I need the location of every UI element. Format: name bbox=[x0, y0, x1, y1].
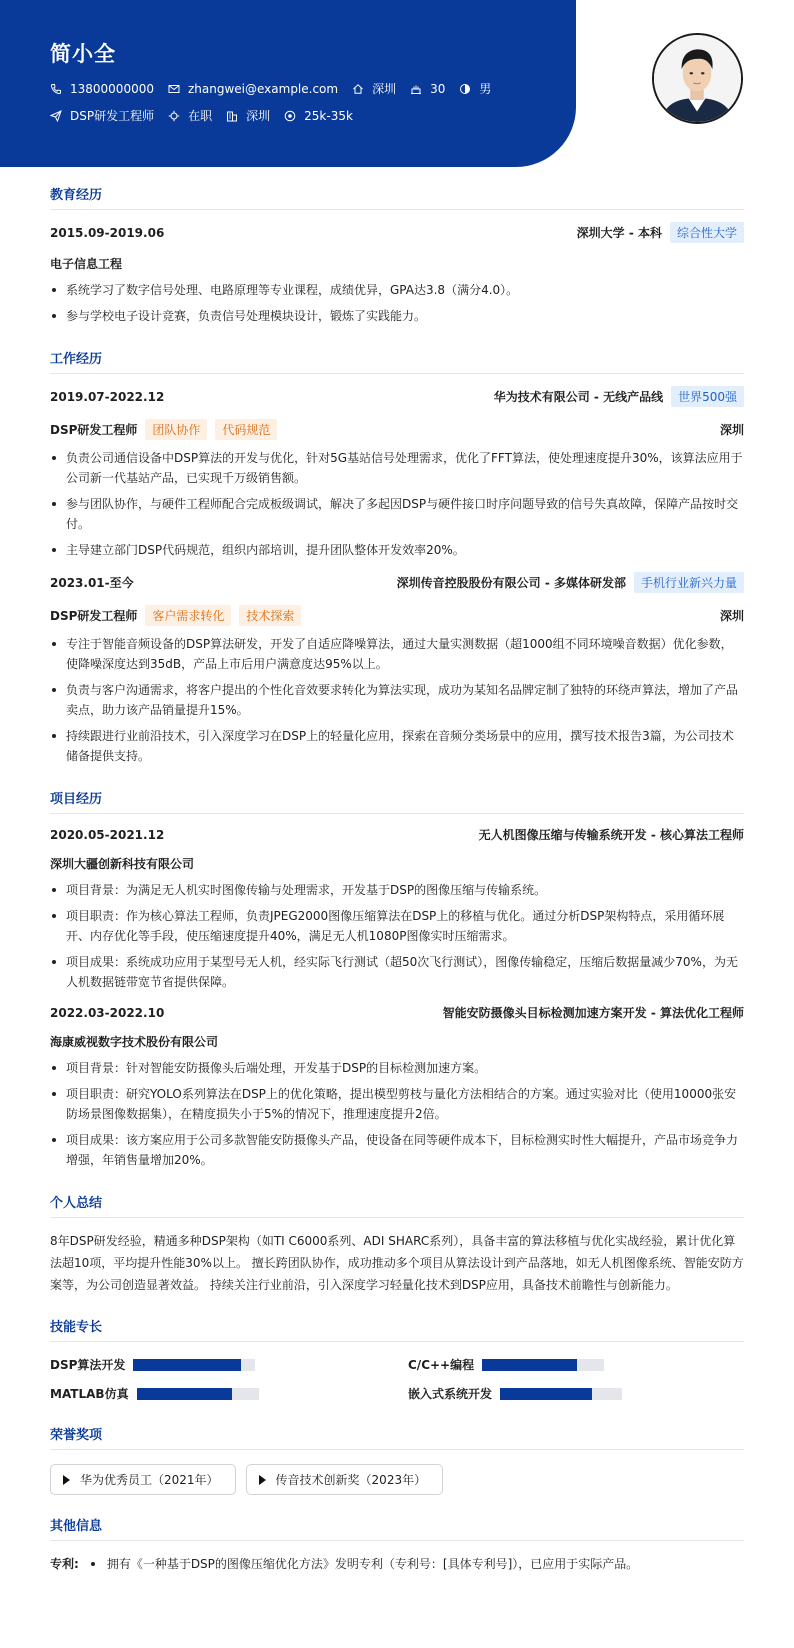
work-section bbox=[50, 348, 744, 766]
project-name: 无人机图像压缩与传输系统开发 - 核心算法工程师 bbox=[478, 828, 744, 842]
target-city-item bbox=[226, 107, 270, 124]
project-entry bbox=[50, 826, 744, 992]
bullet-item: 主导建立部门DSP代码规范，组织内部培训，提升团队整体开发效率20%。 bbox=[50, 540, 744, 560]
status-icon bbox=[168, 110, 180, 122]
other-section bbox=[50, 1515, 744, 1572]
summary-text: 8年DSP研发经验，精通多种DSP架构（如TI C6000系列、ADI SHARC系列），具备丰富的算法移植与优化实战经验，累计优化算法超10项，平均提升性能30%以上。 擅长跨团队协作，成功推动多个项目从算法设计到产品落地，如无人机图像系统、智能安防方案等，为公司创造显著效益。 持续关注行业前沿，引入深度学习轻量化技术到DSP应用，具备技术前瞻性与创新能力。 bbox=[50, 1234, 744, 1292]
gender-item bbox=[459, 80, 491, 97]
project-name: 智能安防摄像头目标检测加速方案开发 - 算法优化工程师 bbox=[442, 1006, 744, 1020]
awards-list bbox=[50, 1464, 744, 1495]
bullet-list bbox=[50, 634, 744, 766]
gender-text: 男 bbox=[479, 82, 492, 96]
entry-org bbox=[397, 572, 744, 593]
skill-name: 嵌入式系统开发 bbox=[408, 1387, 493, 1401]
role-tag: 代码规范 bbox=[215, 419, 277, 440]
bullet-list bbox=[50, 448, 744, 560]
send-icon bbox=[50, 110, 62, 122]
award-label: 华为优秀员工（2021年） bbox=[80, 1473, 219, 1487]
phone-text: 13800000000 bbox=[70, 81, 154, 96]
bullet-dot bbox=[91, 1562, 95, 1566]
entry-header bbox=[50, 222, 744, 243]
skill-bar bbox=[133, 1359, 255, 1371]
bullet-item: 参与团队协作，与硬件工程师配合完成板级调试，解决了多起因DSP与硬件接口时序问题导致的信号失真故障，保障产品按时交付。 bbox=[50, 494, 744, 534]
skill-name: C/C++编程 bbox=[408, 1358, 475, 1372]
bullet-item: 项目成果：系统成功应用于某型号无人机，经实际飞行测试（超50次飞行测试），图像传输稳定，压缩后数据量减少70%，为无人机数据链带宽节省提供保障。 bbox=[50, 952, 744, 992]
gender-icon bbox=[459, 83, 471, 95]
contact-row bbox=[50, 80, 505, 97]
skill-item bbox=[408, 1356, 744, 1373]
mail-icon bbox=[168, 83, 180, 95]
cake-icon bbox=[410, 83, 422, 95]
bullet-item: 专注于智能音频设备的DSP算法研发，开发了自适应降噪算法，通过大量实测数据（超1000组不同环境噪音数据）优化参数，使降噪深度达到35dB，产品上市后用户满意度达95%以上。 bbox=[50, 634, 744, 674]
section-title-other: 其他信息 bbox=[50, 1515, 744, 1541]
resume-body bbox=[50, 184, 744, 1586]
education-entry bbox=[50, 222, 744, 326]
section-title-skills: 技能专长 bbox=[50, 1316, 744, 1342]
resume-header bbox=[0, 0, 576, 167]
entry-header bbox=[50, 1004, 744, 1021]
school-name: 深圳大学 - 本科 bbox=[576, 226, 662, 240]
skill-bar bbox=[500, 1388, 622, 1400]
entry-org bbox=[577, 222, 744, 243]
status-item bbox=[168, 107, 212, 124]
section-title-awards: 荣誉奖项 bbox=[50, 1424, 744, 1450]
education-section bbox=[50, 184, 744, 326]
location-item bbox=[352, 80, 396, 97]
avatar bbox=[652, 33, 743, 124]
bullet-list bbox=[50, 1058, 744, 1170]
skill-bar-fill bbox=[133, 1359, 240, 1371]
entry-subheader bbox=[50, 605, 744, 626]
phone-icon bbox=[50, 83, 62, 95]
bullet-list bbox=[50, 880, 744, 992]
bullet-item: 负责公司通信设备中DSP算法的开发与优化，针对5G基站信号处理需求，优化了FFT算法，使处理速度提升30%，该算法应用于公司新一代基站产品，已实现千万级销售额。 bbox=[50, 448, 744, 488]
skill-bar-fill bbox=[500, 1388, 592, 1400]
location-text: 深圳 bbox=[372, 82, 397, 96]
bullet-item: 负责与客户沟通需求，将客户提出的个性化音效要求转化为算法实现，成功为某知名品牌定制了独特的环绕声算法，增加了产品卖点，助力该产品销量提升15%。 bbox=[50, 680, 744, 720]
skills-grid bbox=[50, 1356, 744, 1402]
section-title-projects: 项目经历 bbox=[50, 788, 744, 814]
entry-subheader bbox=[50, 255, 744, 272]
entry-date: 2015.09-2019.06 bbox=[50, 225, 165, 240]
entry-subheader bbox=[50, 855, 744, 872]
work-entry bbox=[50, 572, 744, 766]
section-title-summary: 个人总结 bbox=[50, 1192, 744, 1218]
major-name: 电子信息工程 bbox=[50, 257, 123, 271]
summary-section bbox=[50, 1192, 744, 1296]
award-item bbox=[246, 1464, 444, 1495]
target-city-text: 深圳 bbox=[246, 109, 271, 123]
entry-date: 2023.01-至今 bbox=[50, 576, 134, 590]
status-text: 在职 bbox=[188, 109, 213, 123]
entry-header bbox=[50, 826, 744, 843]
entry-date: 2020.05-2021.12 bbox=[50, 827, 165, 842]
age-text: 30 bbox=[430, 81, 446, 96]
skill-bar-fill bbox=[137, 1388, 232, 1400]
building-icon bbox=[226, 110, 238, 122]
salary-text: 25k-35k bbox=[304, 108, 353, 123]
role-tag: 技术探索 bbox=[239, 605, 301, 626]
role-tag: 团队协作 bbox=[145, 419, 207, 440]
skill-name: MATLAB仿真 bbox=[50, 1387, 129, 1401]
projects-section bbox=[50, 788, 744, 1170]
play-icon bbox=[259, 1475, 266, 1485]
skill-item bbox=[408, 1385, 744, 1402]
email-text: zhangwei@example.com bbox=[187, 81, 339, 96]
play-icon bbox=[63, 1475, 70, 1485]
entry-subheader bbox=[50, 1033, 744, 1050]
home-icon bbox=[352, 83, 364, 95]
bullet-item: 项目职责：作为核心算法工程师，负责JPEG2000图像压缩算法在DSP上的移植与优化。通过分析DSP架构特点，采用循环展开、内存优化等手段，使压缩速度提升40%，满足无人机1080P图像实时压缩需求。 bbox=[50, 906, 744, 946]
coin-icon bbox=[284, 110, 296, 122]
entry-header bbox=[50, 386, 744, 407]
project-company: 深圳大疆创新科技有限公司 bbox=[50, 857, 195, 871]
patent-label: 专利: bbox=[50, 1557, 79, 1571]
skill-bar bbox=[482, 1359, 604, 1371]
awards-section bbox=[50, 1424, 744, 1495]
work-city: 深圳 bbox=[719, 609, 744, 623]
section-title-work: 工作经历 bbox=[50, 348, 744, 374]
patent-text: 拥有《一种基于DSP的图像压缩优化方法》发明专利（专利号：[具体专利号]），已应用于实际产品。 bbox=[106, 1557, 639, 1571]
role-tag: 客户需求转化 bbox=[145, 605, 231, 626]
company-name: 华为技术有限公司 - 无线产品线 bbox=[493, 390, 664, 404]
job-title-text: DSP研发工程师 bbox=[70, 109, 155, 123]
entry-date: 2022.03-2022.10 bbox=[50, 1005, 165, 1020]
bullet-item: 项目背景：针对智能安防摄像头后端处理，开发基于DSP的目标检测加速方案。 bbox=[50, 1058, 744, 1078]
job-row bbox=[50, 107, 367, 124]
role-block bbox=[50, 419, 277, 440]
company-tag: 世界500强 bbox=[671, 386, 744, 407]
role-title: DSP研发工程师 bbox=[50, 609, 138, 623]
salary-item bbox=[284, 109, 353, 123]
entry-header bbox=[50, 572, 744, 593]
skill-bar bbox=[137, 1388, 259, 1400]
role-title: DSP研发工程师 bbox=[50, 423, 138, 437]
skill-item bbox=[50, 1385, 386, 1402]
skill-bar-fill bbox=[482, 1359, 577, 1371]
bullet-item: 项目成果：该方案应用于公司多款智能安防摄像头产品，使设备在同等硬件成本下，目标检测实时性大幅提升，产品市场竞争力增强，年销售量增加20%。 bbox=[50, 1130, 744, 1170]
project-company: 海康威视数字技术股份有限公司 bbox=[50, 1035, 219, 1049]
role-block bbox=[50, 605, 301, 626]
skills-section bbox=[50, 1316, 744, 1402]
bullet-list bbox=[50, 280, 744, 326]
email-item bbox=[168, 82, 338, 96]
bullet-item: 系统学习了数字信号处理、电路原理等专业课程，成绩优异，GPA达3.8（满分4.0）。 bbox=[50, 280, 744, 300]
bullet-item: 参与学校电子设计竞赛，负责信号处理模块设计，锻炼了实践能力。 bbox=[50, 306, 744, 326]
candidate-name: 简小全 bbox=[50, 42, 116, 66]
entry-date: 2019.07-2022.12 bbox=[50, 389, 165, 404]
school-tag: 综合性大学 bbox=[670, 222, 744, 243]
work-city: 深圳 bbox=[719, 423, 744, 437]
award-label: 传音技术创新奖（2023年） bbox=[275, 1473, 427, 1487]
bullet-item: 项目背景：为满足无人机实时图像传输与处理需求，开发基于DSP的图像压缩与传输系统。 bbox=[50, 880, 744, 900]
skill-item bbox=[50, 1356, 386, 1373]
skill-name: DSP算法开发 bbox=[50, 1358, 126, 1372]
award-item bbox=[50, 1464, 236, 1495]
phone-item bbox=[50, 82, 154, 96]
project-entry bbox=[50, 1004, 744, 1170]
bullet-item: 持续跟进行业前沿技术，引入深度学习在DSP上的轻量化应用，探索在音频分类场景中的应用，撰写技术报告3篇，为公司技术储备提供支持。 bbox=[50, 726, 744, 766]
entry-org bbox=[494, 386, 744, 407]
company-name: 深圳传音控股股份有限公司 - 多媒体研发部 bbox=[396, 576, 626, 590]
company-tag: 手机行业新兴力量 bbox=[634, 572, 744, 593]
job-title-item bbox=[50, 107, 154, 124]
entry-subheader bbox=[50, 419, 744, 440]
section-title-education: 教育经历 bbox=[50, 184, 744, 210]
age-item bbox=[410, 82, 445, 96]
patent-row bbox=[50, 1555, 744, 1572]
work-entry bbox=[50, 386, 744, 560]
bullet-item: 项目职责：研究YOLO系列算法在DSP上的优化策略，提出模型剪枝与量化方法相结合的方案。通过实验对比（使用10000张安防场景图像数据集），在精度损失小于5%的情况下，推理速度提升2倍。 bbox=[50, 1084, 744, 1124]
